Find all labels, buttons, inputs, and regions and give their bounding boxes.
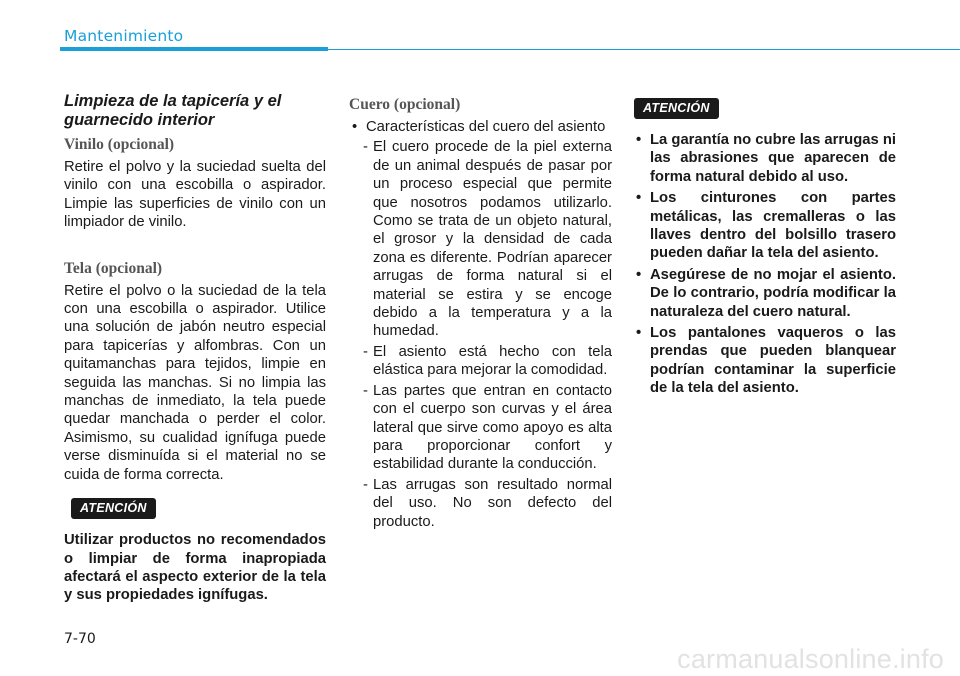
fabric-text: Retire el polvo o la suciedad de la tela con una escobilla o aspirador. Utilice una solución de jabón neutro especial para tapicerías y alfombras. Con un quitamanchas para tejidos, limpie en seguida las manchas. Si no limpia las manchas de inmediato, la tela puede quedar manchada o perder el color. Asimismo, su cualidad ignífuga puede verse disminuída si el material no se cuida de forma correcta. (64, 282, 326, 483)
caution-badge: ATENCIÓN (634, 98, 719, 119)
list-item: • Los cinturones con partes metálicas, las cremalleras o las llaves dentro del bolsillo trasero pueden dañar la tela del asiento. (633, 189, 896, 263)
column-left (64, 92, 326, 605)
watermark: carmanualsonline.info (677, 644, 944, 674)
list-item: - Las arrugas son resultado normal del uso. No son defecto del producto. (349, 476, 612, 531)
caution-badge: ATENCIÓN (71, 498, 156, 519)
list-item: - El asiento está hecho con tela elástica para mejorar la comodidad. (349, 343, 612, 380)
fabric-heading: Tela (opcional) (64, 259, 163, 277)
article-title: Limpieza de la tapicería y el guarnecido interior (64, 92, 282, 129)
column-right (633, 98, 896, 401)
list-item: • Asegúrese de no mojar el asiento. De lo contrario, podría modificar la naturaleza del cuero natural. (633, 266, 896, 321)
list-item: - El cuero procede de la piel externa de un animal después de pasar por un proceso especial que permite que nosotros podamos utilizarlo. Como se trata de un objeto natural, el grosor y la densidad de cada zona es diferente. Podrían aparecer arrugas de forma natural si el material se estira y se encoge debido a la temperatura y a la humedad. (349, 138, 612, 340)
header-rule-thin (328, 49, 960, 50)
header-rule-thick (60, 47, 328, 51)
leather-bullet-list (349, 118, 612, 136)
column-middle (349, 96, 612, 531)
section-title: Mantenimiento (64, 27, 184, 45)
list-item: • Los pantalones vaqueros o las prendas que pueden blanquear podrían contaminar la superficie de la tela del asiento. (633, 324, 896, 398)
caution-text: Utilizar productos no recomendados o limpiar de forma inapropiada afectará el aspecto exterior de la tela y sus propiedades ignífugas. (64, 532, 326, 604)
vinyl-text: Retire el polvo y la suciedad suelta del vinilo con una escobilla o aspirador. Limpie las superficies de vinilo con un limpiador de vinilo. (64, 159, 326, 231)
list-item: • La garantía no cubre las arrugas ni las abrasiones que aparecen de forma natural debido al uso. (633, 131, 896, 186)
leather-detail-list (349, 138, 612, 531)
list-item: - Las partes que entran en contacto con el cuerpo son curvas y el área lateral que sirve como apoyo es alta para proporcionar confort y estabilidad durante la conducción. (349, 382, 612, 474)
page-number: 7-70 (64, 631, 96, 647)
leather-heading: Cuero (opcional) (349, 96, 461, 113)
vinyl-heading: Vinilo (opcional) (64, 136, 175, 153)
caution-list (633, 131, 896, 398)
leather-bullet: • Características del cuero del asiento (349, 118, 612, 136)
